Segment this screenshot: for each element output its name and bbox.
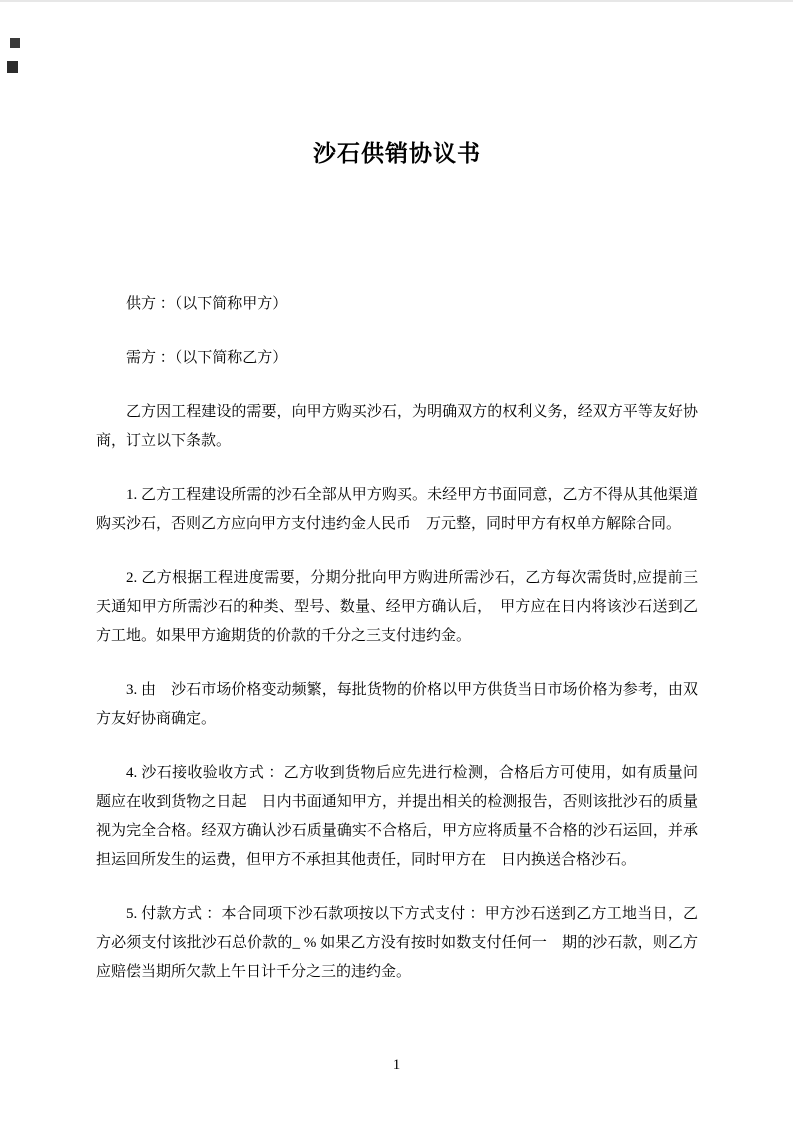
page-number: 1 bbox=[392, 1057, 401, 1073]
clause-4: 4. 沙石接收验收方式 ：乙方收到货物后应先进行检测，合格后方可使用，如有质量问题应在收到货物之日起 日内书面通知甲方，并提出相关的检测报告，否则该批沙石的质量视为完全合格。经双方确认沙石质量确实不合格后，甲方应将质量不合格的沙石运回，并承担运回所发生的运费，但甲方不承担其他责任，同时甲方在 日内换送合格沙石。 bbox=[96, 765, 698, 868]
clause-1: 1. 乙方工程建设所需的沙石全部从甲方购买。未经甲方书面同意，乙方不得从其他渠道购买沙石，否则乙方应向甲方支付违约金人民币 万元整，同时甲方有权单方解除合同。 bbox=[96, 487, 698, 532]
party-supplier-line: 供方 ：（以下简称甲方） bbox=[126, 296, 288, 312]
clause-5: 5. 付款方式 ：本合同项下沙石款项按以下方式支付 ：甲方沙石送到乙方工地当日，乙方必须支付该批沙石总价款的_ % 如果乙方没有按时如数支付任何一 期的沙石款，则乙方应赔偿当期所欠款上午日计千分之三的违约金。 bbox=[96, 906, 698, 980]
scan-artifact-icon bbox=[7, 61, 18, 73]
scan-artifact-icon bbox=[10, 38, 20, 48]
document-title: 沙石供销协议书 bbox=[313, 141, 481, 166]
preamble-paragraph: 乙方因工程建设的需要，向甲方购买沙石，为明确双方的权利义务，经双方平等友好协商，订立以下条款。 bbox=[96, 404, 698, 449]
document-body bbox=[96, 290, 698, 987]
clause-2: 2. 乙方根据工程进度需要，分期分批向甲方购进所需沙石，乙方每次需货时,应提前三天通知甲方所需沙石的种类、型号、数量、经甲方确认后， 甲方应在日内将该沙石送到乙方工地。如果甲方逾期货的价款的千分之三支付违约金。 bbox=[96, 570, 698, 644]
clause-3: 3. 由 沙石市场价格变动频繁，每批货物的价格以甲方供货当日市场价格为参考，由双方友好协商确定。 bbox=[96, 682, 698, 727]
party-buyer-line: 需方 ：（以下简称乙方） bbox=[126, 350, 288, 366]
